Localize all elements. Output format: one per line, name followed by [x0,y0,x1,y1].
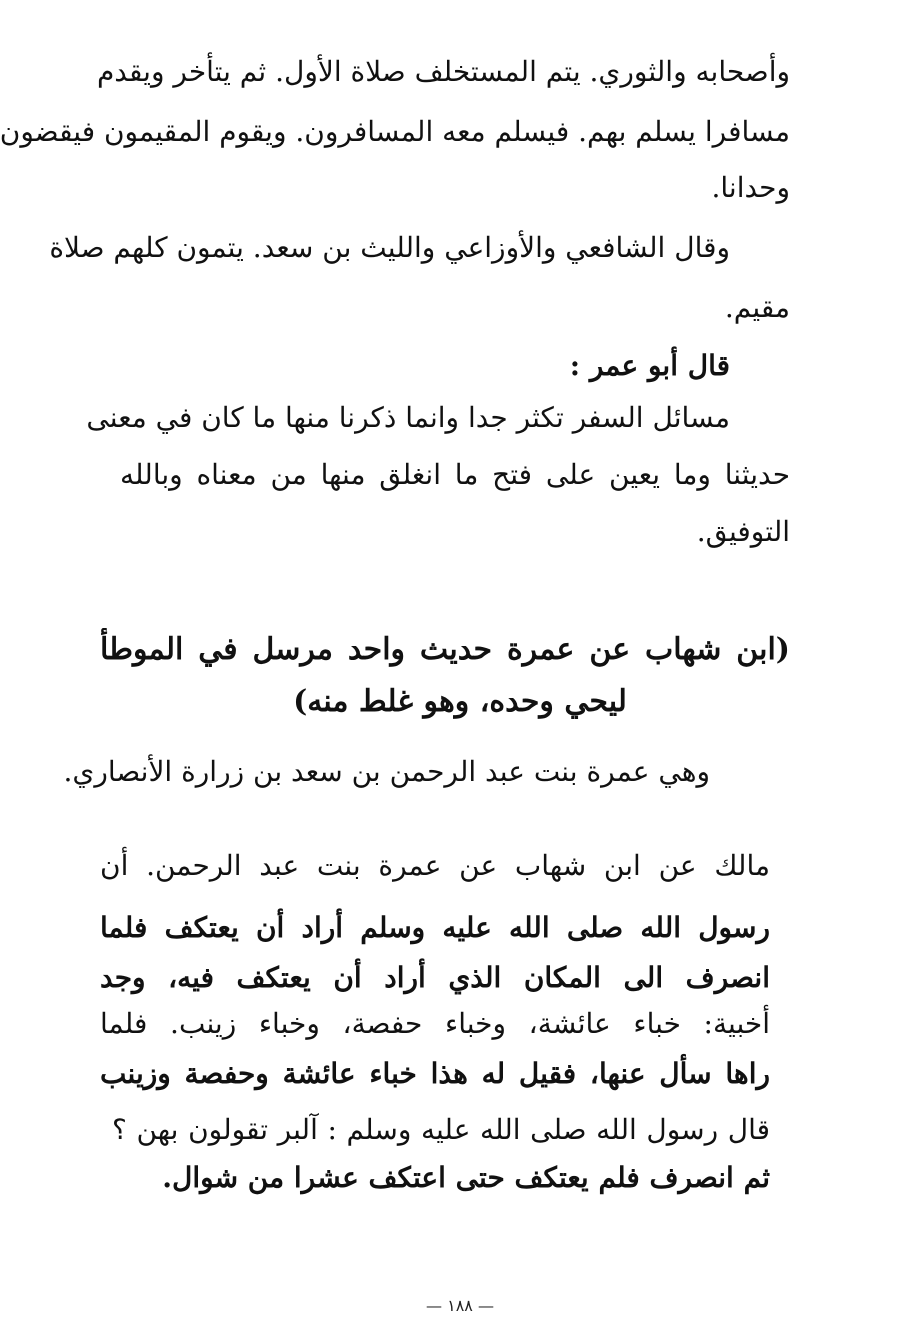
hadith-line: راها سأل عنها، فقيل له هذا خباء عائشة وحفصة وزينب [100,1057,771,1090]
hadith-line: مالك عن ابن شهاب عن عمرة بنت عبد الرحمن. أن [100,849,770,882]
intro-line: وهي عمرة بنت عبد الرحمن بن سعد بن زرارة الأنصاري. [63,755,710,788]
paragraph-line: مسافرا يسلم بهم. فيسلم معه المسافرون. ويقوم المقيمون فيقضون [0,115,790,148]
section-title-line: ليحي وحده، وهو غلط منه) [293,684,627,719]
paragraph-line: وحدانا. [711,171,790,204]
hadith-line: ثم انصرف فلم يعتكف حتى اعتكف عشرا من شوال. [162,1161,770,1194]
paragraph-line: حديثنا وما يعين على فتح ما انغلق منها من معناه وبالله [120,458,791,491]
hadith-line: انصرف الى المكان الذي أراد أن يعتكف فيه، وجد [100,961,770,994]
hadith-line: أخبية: خباء عائشة، وخباء حفصة، وخباء زينب. فلما [100,1007,770,1040]
page-number: — ١٨٨ — [426,1296,494,1315]
paragraph-line: مقيم. [724,291,790,324]
paragraph-line: وقال الشافعي والأوزاعي والليث بن سعد. يتمون كلهم صلاة [49,231,730,264]
paragraph-line: التوفيق. [696,515,790,548]
paragraph-line: وأصحابه والثوري. يتم المستخلف صلاة الأول. ثم يتأخر ويقدم [96,55,790,88]
speaker-heading: قال أبو عمر : [569,349,730,382]
paragraph-line: مسائل السفر تكثر جدا وانما ذكرنا منها ما كان في معنى [86,401,730,434]
hadith-line: قال رسول الله صلى الله عليه وسلم : آلبر تقولون بهن ؟ [112,1113,771,1146]
section-title-line: (ابن شهاب عن عمرة حديث واحد مرسل في الموطأ [100,632,790,667]
hadith-line: رسول الله صلى الله عليه وسلم أراد أن يعتكف فلما [100,911,770,944]
